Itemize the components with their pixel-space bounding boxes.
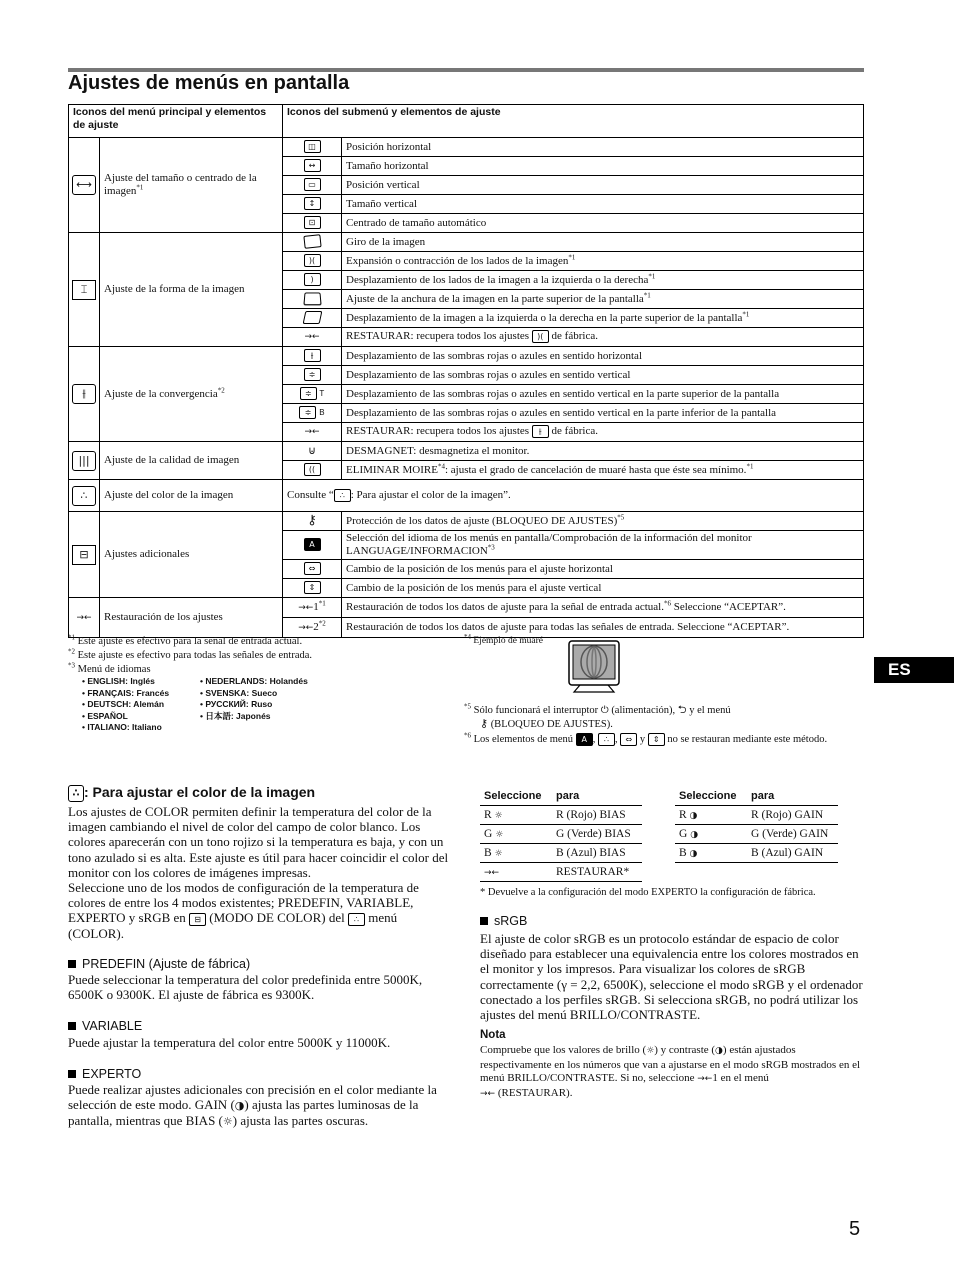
reset-2-icon: $\to\leftarrow 2^{*2}$	[283, 618, 342, 638]
experto-heading: EXPERTO	[68, 1067, 141, 1081]
moire-icon: ((	[283, 461, 342, 480]
table-row: B ☼ B (Azul) BIAS	[480, 844, 642, 863]
reset-icon: →←	[69, 598, 100, 638]
sub-item-label: Selección del idioma de los menús en pantalla/Comprobación de la información del monitor LANGUAGE/INFORMACION$^{*3}$	[342, 531, 864, 560]
main-item-label: Ajuste de la calidad de imagen	[100, 442, 283, 480]
bias-col-select: Seleccione	[480, 787, 552, 806]
variable-heading: VARIABLE	[68, 1019, 142, 1033]
main-item-label: Ajuste del tamaño o centrado de la imagen$^{*1}$	[100, 138, 283, 233]
h-position-icon: ◫	[283, 138, 342, 157]
sub-item-label: Centrado de tamaño automático	[342, 214, 864, 233]
sub-item-label: Desplazamiento de los lados de la imagen a la izquierda o la derecha$^{*1}$	[342, 271, 864, 290]
screen-quality-icon: |||	[69, 442, 100, 480]
rotation-icon	[283, 233, 342, 252]
language-list-left: • ENGLISH: Inglés • FRANÇAIS: Francés • DEUTSCH: Alemán • ESPAÑOL • ITALIANO: Italiano	[82, 676, 170, 732]
gain-icon: ◑	[689, 849, 698, 859]
v-convergence-icon: ≑	[283, 366, 342, 385]
sub-item-label: Desplazamiento de las sombras rojas o azules en sentido vertical en la parte superior de la pantalla	[342, 385, 864, 404]
menu-table	[68, 104, 864, 638]
contrast-icon: ◑	[715, 1046, 723, 1056]
table-row: R ◑ R (Rojo) GAIN	[675, 806, 838, 825]
key-icon: ⚷	[283, 512, 342, 531]
bias-icon: ☼	[494, 811, 503, 821]
language-icon: A	[283, 531, 342, 560]
sub-item-label: Giro de la imagen	[342, 233, 864, 252]
sub-item-label: Desplazamiento de la imagen a la izquierda o la derecha en la parte superior de la pantalla$^{*1}$	[342, 309, 864, 328]
sub-item-label: RESTAURAR: recupera todos los ajustes ⫲ de fábrica.	[342, 423, 864, 442]
variable-text: Puede ajustar la temperatura del color entre 5000K y 11000K.	[68, 1035, 391, 1050]
moire-example-monitor-icon	[568, 640, 620, 694]
nota-text: Compruebe que los valores de brillo (☼) y contraste (◑) están ajustados respectivamente en los números que van a ajustarse en el modo sRGB mostrados en el menú BRILLO/CONTRASTE. Si no, seleccione →←1 en el menú →← (RESTAURAR).	[480, 1044, 861, 1099]
auto-size-center-icon: ⊡	[283, 214, 342, 233]
brightness-icon: ☼	[646, 1046, 655, 1056]
gain-icon: ◑	[690, 830, 699, 840]
bias-icon: ☼	[495, 830, 504, 840]
bias-table	[480, 787, 642, 882]
color-icon: ∴	[334, 489, 351, 502]
sub-item-label: Posición horizontal	[342, 138, 864, 157]
color-icon: ∴	[68, 785, 84, 802]
language-tab-es: ES	[874, 657, 954, 683]
sub-item-label: Restauración de todos los datos de ajuste para la señal de entrada actual.$^{*6}$ Seleccione “ACEPTAR”.	[342, 598, 864, 618]
main-item-label: Restauración de los ajustes	[100, 598, 283, 638]
color-intro-paragraph: Los ajustes de COLOR permiten definir la temperatura del color de la imagen cambiando el nivel de color del campo de color blanco. Los colores aparecerán con un tono rojizo si la temperatura es baja, y con un tono azulado si es alta. Este ajuste es útil para hacer coincidir el color del monitor con los colores de imágenes impresas. Seleccione uno de los modos de configuración de la temperatura de colores de entre los 4 modos existentes; PREDEFIN, VARIABLE, EXPERTO y sRGB en ⊟ (MODO DE COLOR) del ∴ menú (COLOR).	[68, 804, 449, 941]
footnote-6: $^{*6}$ Los elementos de menú A , ∴ , ⇔ y ⇕ no se restauran mediante este método.	[464, 731, 828, 745]
reset-icon: →←	[697, 1074, 713, 1085]
color-icon: ∴	[69, 480, 100, 512]
top-convergence-icon: ≑ T	[283, 385, 342, 404]
page-number: 5	[849, 1218, 861, 1240]
toolbox-icon: ⊟	[189, 913, 206, 926]
language-list-right: • NEDERLANDS: Holandés • SVENSKA: Sueco • РУССКИЙ: Ruso • 日本語: Japonés	[200, 676, 308, 721]
table-row: →← RESTAURAR*	[480, 863, 642, 882]
srgb-text: El ajuste de color sRGB es un protocolo estándar de espacio de color diseñado para establecer una equivalencia entre los colores mostrados en el monitor y los impresos. Para visualizar los colores de sRGB correctamente (γ = 2,2, 6500K), seleccione el modo sRGB y el ordenador conectado a los perfiles sRGB. Si selecciona sRGB, no podrá utilizar los ajustes del menú BRILLO/CONTRASTE.	[480, 931, 863, 1023]
sub-item-label: Tamaño horizontal	[342, 157, 864, 176]
sub-item-label: Ajuste de la anchura de la imagen en la parte superior de la pantalla$^{*1}$	[342, 290, 864, 309]
v-size-icon: ↕	[283, 195, 342, 214]
table-row: B ◑ B (Azul) GAIN	[675, 844, 838, 863]
experto-text: Puede realizar ajustes adicionales con precisión en el color mediante la selección de este modo. GAIN (◑) ajusta las partes luminosas de la pantalla, mientras que BIAS (☼) ajusta las partes oscuras.	[68, 1082, 437, 1129]
keystone-icon	[283, 290, 342, 309]
sub-item-label: Restauración de todos los datos de ajuste para todas las señales de entrada. Seleccione “ACEPTAR”.	[342, 618, 864, 638]
osd-h-position-icon: ⇔	[283, 560, 342, 579]
power-icon: ⏻	[600, 705, 609, 716]
sub-item-label: Posición vertical	[342, 176, 864, 195]
key-icon: ⚷	[480, 717, 489, 730]
key-balance-icon	[283, 309, 342, 328]
bias-col-for: para	[552, 787, 642, 806]
main-item-label: Ajuste del color de la imagen	[100, 480, 283, 512]
footnote-4: $^{*4}$ Ejemplo de muaré	[464, 632, 544, 646]
color-consult-text: Consulte “ ∴ : Para ajustar el color de la imagen”.	[283, 480, 864, 512]
osd-h-position-icon: ⇔	[620, 733, 637, 746]
pincushion-icon: )(	[283, 252, 342, 271]
bias-icon: ☼	[222, 1115, 233, 1129]
footnote-1: $^{*1}$ Este ajuste es efectivo para la señal de entrada actual.	[68, 633, 303, 647]
sub-item-label: Expansión o contracción de los lados de la imagen$^{*1}$	[342, 252, 864, 271]
size-center-icon: ⟷	[69, 138, 100, 233]
sub-item-label: ELIMINAR MOIRE$^{*4}$: ajusta el grado de cancelación de muaré hasta que éste sea mínimo.$^{*1}$	[342, 461, 864, 480]
sub-item-label: Cambio de la posición de los menús para el ajuste vertical	[342, 579, 864, 598]
reset-icon: →←	[484, 868, 500, 878]
geometry-icon: )(	[532, 330, 549, 343]
predefin-text: Puede seleccionar la temperatura del color predefinida entre 5000K, 6500K o 9300K. El ajuste de fábrica es 9300K.	[68, 972, 423, 1003]
main-item-label: Ajuste de la forma de la imagen	[100, 233, 283, 347]
color-icon: ∴	[348, 913, 365, 926]
language-icon: A	[576, 733, 593, 746]
h-size-icon: ↔	[283, 157, 342, 176]
gain-table	[675, 787, 838, 863]
col-header-sub: Iconos del submenú y elementos de ajuste	[283, 105, 864, 138]
page-title: Ajustes de menús en pantalla	[68, 72, 350, 94]
predefin-heading: PREDEFIN (Ajuste de fábrica)	[68, 957, 250, 971]
bottom-convergence-icon: ≑ B	[283, 404, 342, 423]
sub-item-label: Desplazamiento de las sombras rojas o azules en sentido horizontal	[342, 347, 864, 366]
table-row: G ☼ G (Verde) BIAS	[480, 825, 642, 844]
sub-item-label: Protección de los datos de ajuste (BLOQUEO DE AJUSTES)$^{*5}$	[342, 512, 864, 531]
menu-return-icon: ⮌	[677, 703, 687, 716]
footnote-3: $^{*3}$ Menú de idiomas	[68, 661, 151, 675]
toolbox-icon: ⊟	[69, 512, 100, 598]
gain-icon: ◑	[689, 811, 698, 821]
reset-icon: →←	[283, 328, 342, 347]
sub-item-label: Desplazamiento de las sombras rojas o azules en sentido vertical en la parte inferior de la pantalla	[342, 404, 864, 423]
col-header-main: Iconos del menú principal y elementos de ajuste	[69, 105, 283, 138]
sub-item-label: Cambio de la posición de los menús para el ajuste horizontal	[342, 560, 864, 579]
h-convergence-icon: ⫲	[283, 347, 342, 366]
geometry-icon: ⌶	[69, 233, 100, 347]
table-row: R ☼ R (Rojo) BIAS	[480, 806, 642, 825]
reset-1-icon: $\to\leftarrow 1^{*1}$	[283, 598, 342, 618]
footnote-2: $^{*2}$ Este ajuste es efectivo para todas las señales de entrada.	[68, 647, 313, 661]
color-section-heading: ∴ : Para ajustar el color de la imagen	[68, 784, 315, 802]
table-row: G ◑ G (Verde) GAIN	[675, 825, 838, 844]
nota-heading: Nota	[480, 1029, 506, 1041]
sub-item-label: Tamaño vertical	[342, 195, 864, 214]
reset-icon: →←	[480, 1088, 496, 1099]
degauss-icon: ⊍	[283, 442, 342, 461]
srgb-heading: sRGB	[480, 914, 527, 928]
footnote-5: $^{*5}$ Sólo funcionará el interruptor ⏻ (alimentación), ⮌ y el menú ⚷ (BLOQUEO DE AJUSTES).	[464, 702, 731, 730]
sub-item-label: Desplazamiento de las sombras rojas o azules en sentido vertical	[342, 366, 864, 385]
gain-col-for: para	[747, 787, 838, 806]
sub-item-label: DESMAGNET: desmagnetiza el monitor.	[342, 442, 864, 461]
table-note: * Devuelve a la configuración del modo EXPERTO la configuración de fábrica.	[480, 887, 816, 898]
main-item-label: Ajustes adicionales	[100, 512, 283, 598]
reset-icon: →←	[283, 423, 342, 442]
osd-v-position-icon: ⇕	[283, 579, 342, 598]
color-icon: ∴	[598, 733, 615, 746]
sub-item-label: RESTAURAR: recupera todos los ajustes )( de fábrica.	[342, 328, 864, 347]
bias-icon: ☼	[494, 849, 503, 859]
gain-col-select: Seleccione	[675, 787, 747, 806]
main-item-label: Ajuste de la convergencia$^{*2}$	[100, 347, 283, 442]
v-position-icon: ▭	[283, 176, 342, 195]
convergence-icon: ⫲	[532, 425, 549, 438]
gain-icon: ◑	[234, 1099, 245, 1113]
convergence-icon: ⫲	[69, 347, 100, 442]
osd-v-position-icon: ⇕	[648, 733, 665, 746]
pin-balance-icon: )	[283, 271, 342, 290]
